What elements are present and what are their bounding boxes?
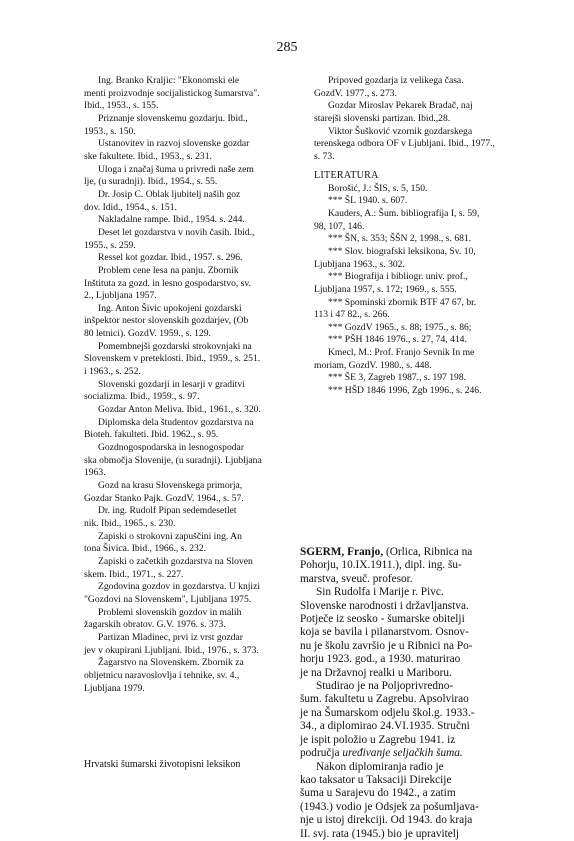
bibliography-entry: Gozdar Miroslav Pekarek Bradač, naj starejši slovenski partizan. Ibid.,28. [314, 100, 473, 124]
bibliography-entry: Slovenski gozdarji in lesarji v graditvi socializma. Ibid., 1959., s. 97. [84, 378, 245, 403]
biography-entry [300, 546, 526, 841]
left-column [84, 75, 298, 695]
biography-paragraph [300, 680, 526, 760]
bibliography-entry: Problem cene lesa na panju. Zbornik Inštituta za gozd. in lesno gospodarstvo, sv. 2., Ljubljana 1957. [84, 264, 251, 302]
bibliography-entry: Gozdar Anton Meliva. Ibid., 1961., s. 320. [98, 404, 261, 416]
literature-entry: *** HŠD 1846 1996, Zgb 1996., s. 246. [328, 385, 482, 397]
literature-entry: *** PŠH 1846 1976., s. 27, 74, 414. [328, 334, 467, 346]
literature-entry: Borošić, J.: ŠIS, s. 5, 150. [328, 182, 428, 194]
right-column [314, 75, 526, 398]
literatura-heading: LITERATURA [314, 169, 379, 181]
bibliography-entry: Zapiski o začetkih gozdarstva na Sloven skem. Ibid., 1971., s. 227. [84, 555, 253, 580]
bibliography-entry: Ing. Branko Kraljic: "Ekonomski ele menti proizvodnje socijalistickog šumarstva". Ibid., 1953., s. 155. [84, 75, 260, 112]
bibliography-entry: Zgodovina gozdov in gozdarstva. U knjizi "Gozdovi na Slovenskem", Ljubljana 1975. [84, 581, 260, 605]
biography-header [300, 546, 526, 586]
literature-entry: *** Slov. biografski leksikona, Sv. 10, Ljubljana 1963., s. 302. [314, 245, 476, 270]
bibliography-entry: Ustanovitev in razvoj slovenske gozdar ske fakultete. Ibid., 1953., s. 231. [84, 138, 250, 162]
bibliography-entry: Deset let gozdarstva v novih časih. Ibid., 1955., s. 259. [84, 226, 255, 251]
literature-entry: *** ŠE 3, Zagreb 1987., s. 197 198. [328, 372, 467, 384]
bibliography-entry: Gozd na krasu Slovenskega primorja, Gozdar Stanko Pajk. GozdV. 1964., s. 57. [84, 480, 244, 504]
bibliography-entry: Viktor Šušković vzornik gozdarskega terenskega odbora OF v Ljubljani. Ibid., 1977., s. 73. [314, 125, 495, 162]
bibliography-entry: Uloga i značaj šuma u privredi naše zem lje, (u suradnji). Ibid., 1954., s. 55. [84, 163, 254, 188]
exam-field: uređivanje seljačkih šuma. [342, 747, 463, 760]
bibliography-entry: Partizan Mladinec, prvi iz vrst gozdar jev v okupirani Ljubljani. Ibid., 1976., s. 373. [84, 631, 259, 656]
bibliography-entry: Dr. ing. Rudolf Pipan sedemdesetlet nik. Ibid., 1965., s. 230. [84, 505, 237, 529]
bibliography-entry: Nakladalne rampe. Ibid., 1954. s. 244. [98, 214, 245, 226]
literature-entry: *** Spominski zbornik BTF 47 67, br. 113 i 47 82., s. 266. [314, 296, 477, 321]
literature-entry: *** ŠN, s. 353; ŠŠN 2, 1998., s. 681. [328, 233, 472, 245]
biography-lead: (Orlica, Ribnica na Pohorju, 10.IX.1911.), dipl. ing. šu- marstva, sveuč. profesor. [300, 546, 473, 585]
bibliography-entry: Priznanje slovenskemu gozdarju. Ibid., 1953., s. 150. [84, 112, 248, 137]
literature-entry: *** Biografija i bibliogr. univ. prof., Ljubljana 1957, s. 172; 1969., s. 555. [314, 271, 468, 295]
bibliography-entry: Pomembnejši gozdarski strokovnjaki na Slovenskem v preteklosti. Ibid., 1959., s. 251. i 1963., s. 252. [84, 340, 261, 378]
person-name: SGERM, Franjo, [300, 546, 384, 558]
bibliography-entry: Dr. Josip C. Oblak ljubitelj naših goz dov. Idid., 1954., s. 151. [84, 188, 241, 213]
bibliography-entry: Ing. Anton Šivic upokojeni gozdarski inšpektor nestor slovenskih gozdarjev, (Ob 80 letnici). GozdV. 1959., s. 129. [84, 302, 249, 340]
literature-entry: Kauders, A.: Šum. bibliografija I, s. 59, 98, 107, 146. [314, 207, 480, 232]
bibliography-entry: Gozdnogospodarska in lesnogospodar ska območja Slovenije, (u suradnji). Ljubljana 1963. [84, 442, 262, 479]
page-number: 285 [276, 40, 298, 55]
bibliography-entry: Diplomska dela študentov gozdarstva na Bioteh. fakulteti. Ibid. 1962., s. 95. [84, 416, 254, 441]
literature-entry: *** ŠL 1940. s. 607. [328, 195, 408, 207]
footer-title: Hrvatski šumarski životopisni leksikon [84, 759, 241, 770]
bibliography-entry: Žagarstvo na Slovenskem. Zbornik za obljetnicu naravoslovlja i tehnike, sv. 4., Ljubljana 1979. [84, 657, 244, 694]
bibliography-entry: Problemi slovenskih gozdov in malih žagarskih obratov. G.V. 1976. s. 373. [84, 606, 242, 631]
bibliography-entry: Ressel kot gozdar. Ibid., 1957. s. 296. [98, 252, 243, 264]
biography-paragraph: Nakon diplomiranja radio je kao taksator u Taksaciji Direkcije šuma u Sarajevu do 1942., a zatim (1943.) vodio je Odsjek za pošumljava- nje u istoj direkciji. Od 1943. do kraja II. svj. rata (1945.) bio je upravitelj [300, 760, 479, 840]
biography-text: Studirao je na Poljoprivredno- šum. fakultetu u Zagrebu. Apsolvirao je na Šumarskom odjelu škol.g. 1933.- 34., a diplomirao 24.VI.1935. Stručni je ispit položio u Zagrebu 1941. iz područja [300, 680, 475, 760]
bibliography-entry: Zapiski o strokovni zapuščini ing. An tona Šivica. Ibid., 1966., s. 232. [84, 530, 242, 555]
biography-paragraph: Sin Rudolfa i Marije r. Pivc. Slovenske narodnosti i državljanstva. Potječe iz seosko - šumarske obitelji koja se bavila i pilanarstvom. Osnov- nu je školu završio je u Ribnici na Po- horju 1923. god., a 1930. maturirao je na Državnoj realki u Mariboru. [300, 586, 473, 679]
literature-entry: Kmecl, M.: Prof. Franjo Sevnik In me moriam, GozdV. 1980., s. 448. [314, 347, 475, 371]
literature-entry: *** GozdV 1965., s. 88; 1975., s. 86; [328, 321, 472, 333]
bibliography-entry: Pripoved gozdarja iz velikega časa. GozdV. 1977., s. 273. [314, 75, 464, 99]
